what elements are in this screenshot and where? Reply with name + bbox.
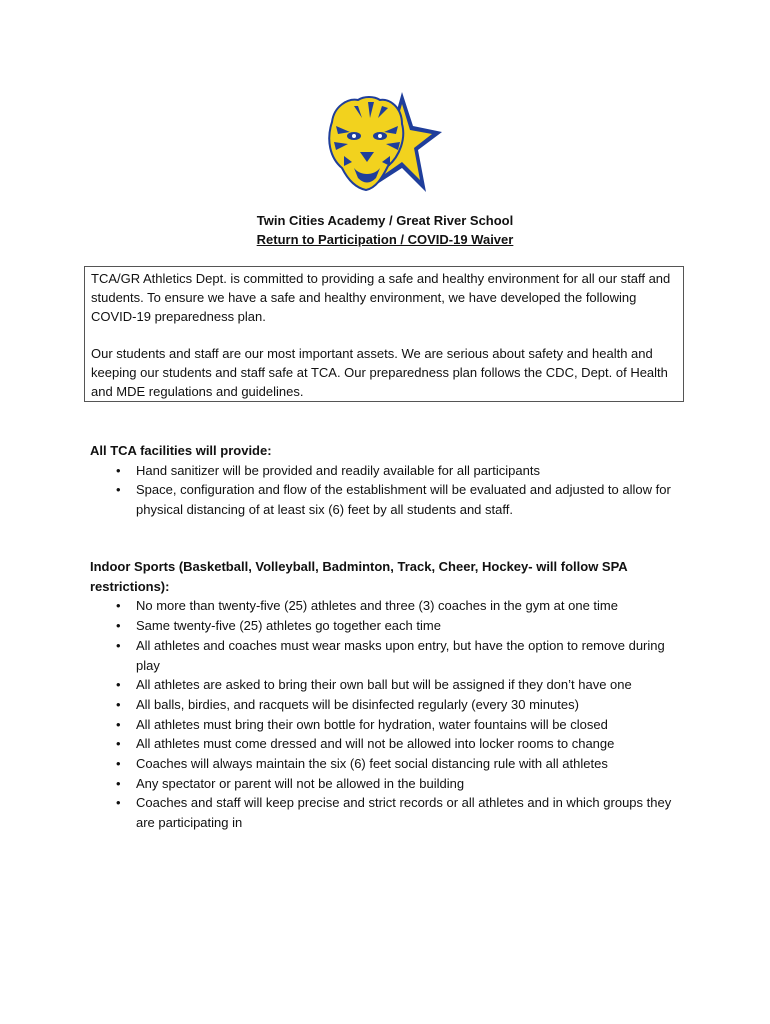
facilities-list xyxy=(90,461,690,520)
facilities-section xyxy=(90,441,690,520)
list-item: • All balls, birdies, and racquets will be disinfected regularly (every 30 minutes) xyxy=(90,695,690,715)
list-item: • Any spectator or parent will not be allowed in the building xyxy=(90,774,690,794)
indoor-sports-list xyxy=(90,596,690,832)
facilities-heading: All TCA facilities will provide: xyxy=(90,443,272,458)
list-item: • All athletes must bring their own bottle for hydration, water fountains will be closed xyxy=(90,715,690,735)
list-item: • All athletes and coaches must wear masks upon entry, but have the option to remove during play xyxy=(90,636,690,675)
intro-box xyxy=(84,266,684,402)
list-item: • Hand sanitizer will be provided and readily available for all participants xyxy=(90,461,690,481)
list-item: • Space, configuration and flow of the establishment will be evaluated and adjusted to allow for physical distancing of at least six (6) feet by all students and staff. xyxy=(90,480,690,519)
form-title: Return to Participation / COVID-19 Waiver xyxy=(256,232,514,247)
list-item: • No more than twenty-five (25) athletes and three (3) coaches in the gym at one time xyxy=(90,596,690,616)
intro-paragraph: TCA/GR Athletics Dept. is committed to providing a safe and healthy environment for all our staff and students. To ensure we have a safe and healthy environment, we have developed the following COVID-19 preparedness plan. xyxy=(91,271,671,324)
list-item: • Coaches and staff will keep precise and strict records or all athletes and in which groups they are participating in xyxy=(90,793,690,832)
indoor-sports-heading: Indoor Sports (Basketball, Volleyball, Badminton, Track, Cheer, Hockey- will follow SPA restrictions): xyxy=(90,559,628,594)
indoor-sports-section xyxy=(90,557,690,833)
intro-paragraph: Our students and staff are our most important assets. We are serious about safety and health and keeping our students and staff safe at TCA. Our preparedness plan follows the CDC, Dept. of Health and MDE regulations and guidelines. xyxy=(91,346,668,399)
list-item: • All athletes are asked to bring their own ball but will be assigned if they don’t have one xyxy=(90,675,690,695)
school-name: Twin Cities Academy / Great River School xyxy=(256,213,514,228)
tiger-star-logo-icon xyxy=(324,92,444,194)
title-block xyxy=(0,211,770,249)
list-item: • Coaches will always maintain the six (6) feet social distancing rule with all athletes xyxy=(90,754,690,774)
list-item: • All athletes must come dressed and will not be allowed into locker rooms to change xyxy=(90,734,690,754)
list-item: • Same twenty-five (25) athletes go together each time xyxy=(90,616,690,636)
